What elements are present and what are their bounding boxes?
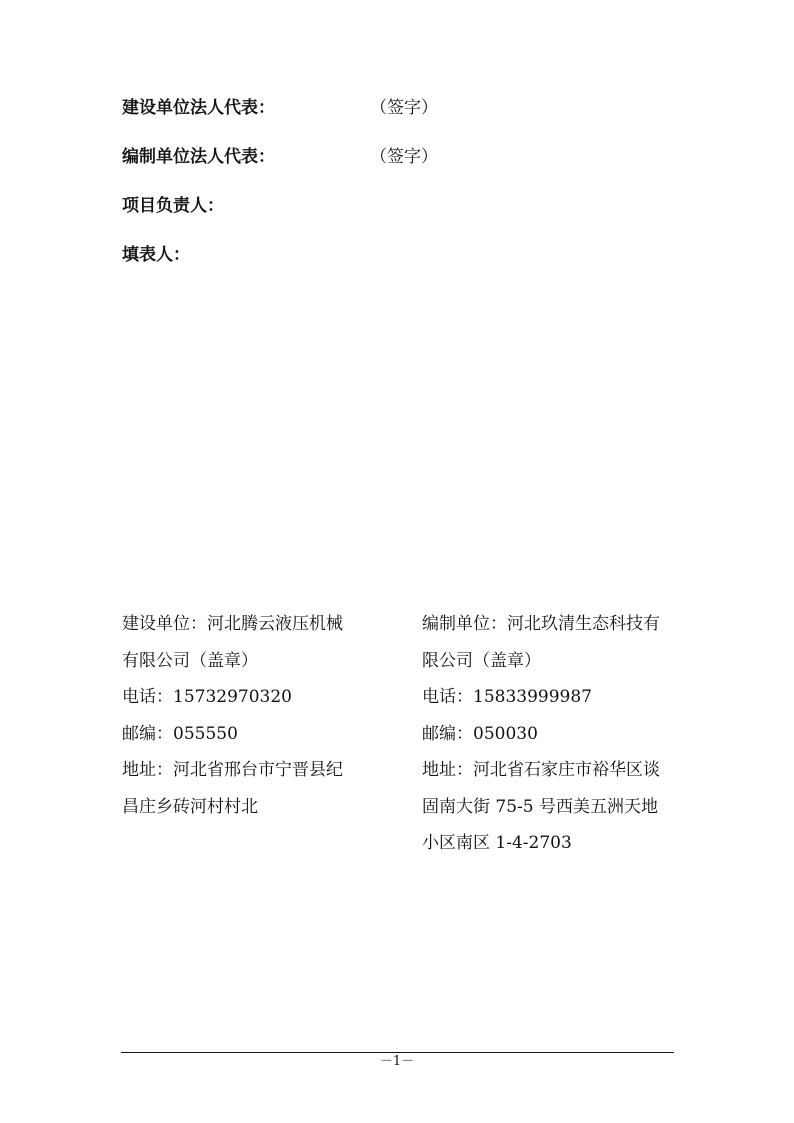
construction-rep-label: 建设单位法人代表： bbox=[122, 98, 275, 118]
project-lead-line bbox=[122, 194, 224, 218]
construction-rep-line bbox=[122, 96, 438, 120]
compiling-unit-address-line3: 小区南区 1-4-2703 bbox=[422, 833, 572, 853]
compiling-unit-address-line2: 固南大街 75-5 号西美五洲天地 bbox=[422, 796, 658, 817]
compiling-unit-block bbox=[422, 606, 678, 862]
construction-unit-name-line2: 有限公司（盖章） bbox=[122, 650, 258, 671]
compiling-unit-name-line2: 限公司（盖章） bbox=[422, 650, 541, 671]
compiling-unit-name-line1: 编制单位：河北玖清生态科技有 bbox=[422, 614, 660, 634]
construction-unit-phone: 电话：15732970320 bbox=[122, 687, 292, 707]
compiling-unit-address-line1: 地址：河北省石家庄市裕华区谈 bbox=[422, 760, 660, 780]
construction-rep-signature-note: （签字） bbox=[370, 98, 438, 118]
construction-unit-name-line1: 建设单位：河北腾云液压机械 bbox=[122, 614, 343, 634]
construction-unit-block bbox=[122, 606, 374, 825]
compiler-rep-signature-note: （签字） bbox=[370, 147, 438, 167]
form-filler-label: 填表人： bbox=[122, 245, 190, 265]
compiling-unit-postcode: 邮编：050030 bbox=[422, 723, 538, 744]
construction-unit-postcode: 邮编：055550 bbox=[122, 723, 238, 744]
form-filler-line bbox=[122, 243, 190, 267]
construction-unit-address-line1: 地址：河北省邢台市宁晋县纪 bbox=[122, 760, 343, 780]
project-lead-label: 项目负责人： bbox=[122, 196, 224, 216]
page-number: －1－ bbox=[379, 1054, 415, 1069]
compiling-unit-phone: 电话：15833999987 bbox=[422, 687, 592, 707]
construction-unit-address-line2: 昌庄乡砖河村村北 bbox=[122, 796, 258, 817]
compiler-rep-label: 编制单位法人代表： bbox=[122, 147, 275, 167]
compiler-rep-line bbox=[122, 145, 438, 169]
